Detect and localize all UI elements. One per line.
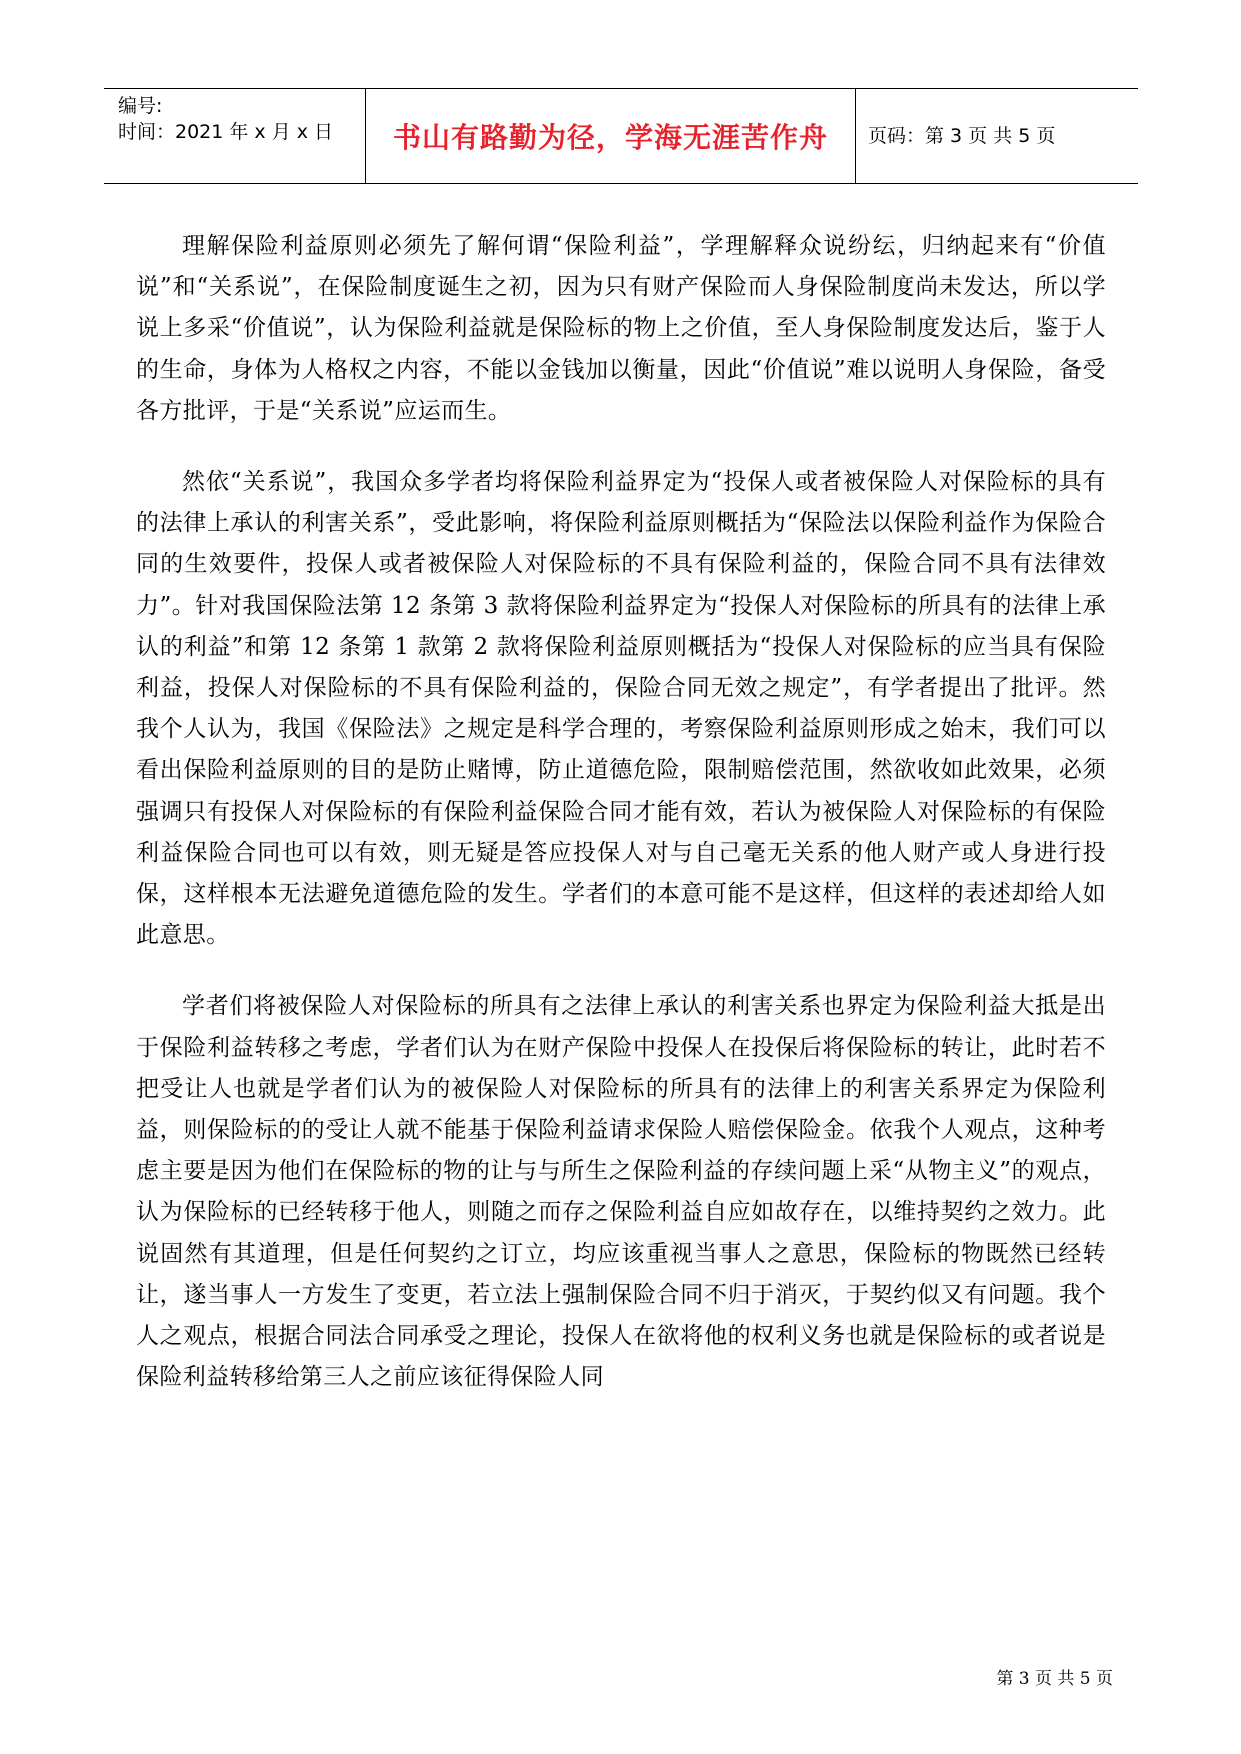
header-left-cell: [104, 89, 366, 183]
header-page-cell: [856, 89, 1138, 183]
page-header: [104, 88, 1138, 184]
header-page-number: 页码：第 3 页 共 5 页: [868, 125, 1056, 147]
header-motto: 书山有路勤为径，学海无涯苦作舟: [392, 121, 828, 154]
paragraph-1: 理解保险利益原则必须先了解何谓“保险利益”，学理解释众说纷纭，归纳起来有“价值说”和“关系说”，在保险制度诞生之初，因为只有财产保险而人身保险制度尚未发达，所以学说上多采“价值说”，认为保险利益就是保险标的物上之价值，至人身保险制度发达后，鉴于人的生命，身体为人格权之内容，不能以金钱加以衡量，因此“价值说”难以说明人身保险，备受各方批评，于是“关系说”应运而生。: [136, 233, 1106, 424]
document-body: [136, 226, 1106, 1428]
paragraph-2: 然依“关系说”，我国众多学者均将保险利益界定为“投保人或者被保险人对保险标的具有的法律上承认的利害关系”，受此影响，将保险利益原则概括为“保险法以保险利益作为保险合同的生效要件，投保人或者被保险人对保险标的不具有保险利益的，保险合同不具有法律效力”。针对我国保险法第 12 条第 3 款将保险利益界定为“投保人对保险标的所具有的法律上承认的利益”和第 12 条第 1 款第 2 款将保险利益原则概括为“投保人对保险标的应当具有保险利益，投保人对保险标的不具有保险利益的，保险合同无效之规定”，有学者提出了批评。然我个人认为，我国《保险法》之规定是科学合理的，考察保险利益原则形成之始末，我们可以看出保险利益原则的目的是防止赌博，防止道德危险，限制赔偿范围，然欲收如此效果，必须强调只有投保人对保险标的有保险利益保险合同才能有效，若认为被保险人对保险标的有保险利益保险合同也可以有效，则无疑是答应投保人对与自己毫无关系的他人财产或人身进行投保，这样根本无法避免道德危险的发生。学者们的本意可能不是这样，但这样的表述却给人如此意思。: [136, 469, 1106, 949]
header-motto-cell: [366, 89, 856, 183]
document-time-label: 时间：2021 年 x 月 x 日: [118, 121, 334, 143]
page-footer: 第 3 页 共 5 页: [996, 1669, 1113, 1689]
document-number-label: 编号:: [118, 95, 163, 117]
paragraph-3: 学者们将被保险人对保险标的所具有之法律上承认的利害关系也界定为保险利益大抵是出于保险利益转移之考虑，学者们认为在财产保险中投保人在投保后将保险标的转让，此时若不把受让人也就是学者们认为的被保险人对保险标的所具有的法律上的利害关系界定为保险利益，则保险标的的受让人就不能基于保险利益请求保险人赔偿保险金。依我个人观点，这种考虑主要是因为他们在保险标的物的让与与所生之保险利益的存续问题上采“从物主义”的观点，认为保险标的已经转移于他人，则随之而存之保险利益自应如故存在，以维持契约之效力。此说固然有其道理，但是任何契约之订立，均应该重视当事人之意思，保险标的物既然已经转让，遂当事人一方发生了变更，若立法上强制保险合同不归于消灭，于契约似又有问题。我个人之观点，根据合同法合同承受之理论，投保人在欲将他的权利义务也就是保险标的或者说是保险利益转移给第三人之前应该征得保险人同: [136, 993, 1106, 1391]
